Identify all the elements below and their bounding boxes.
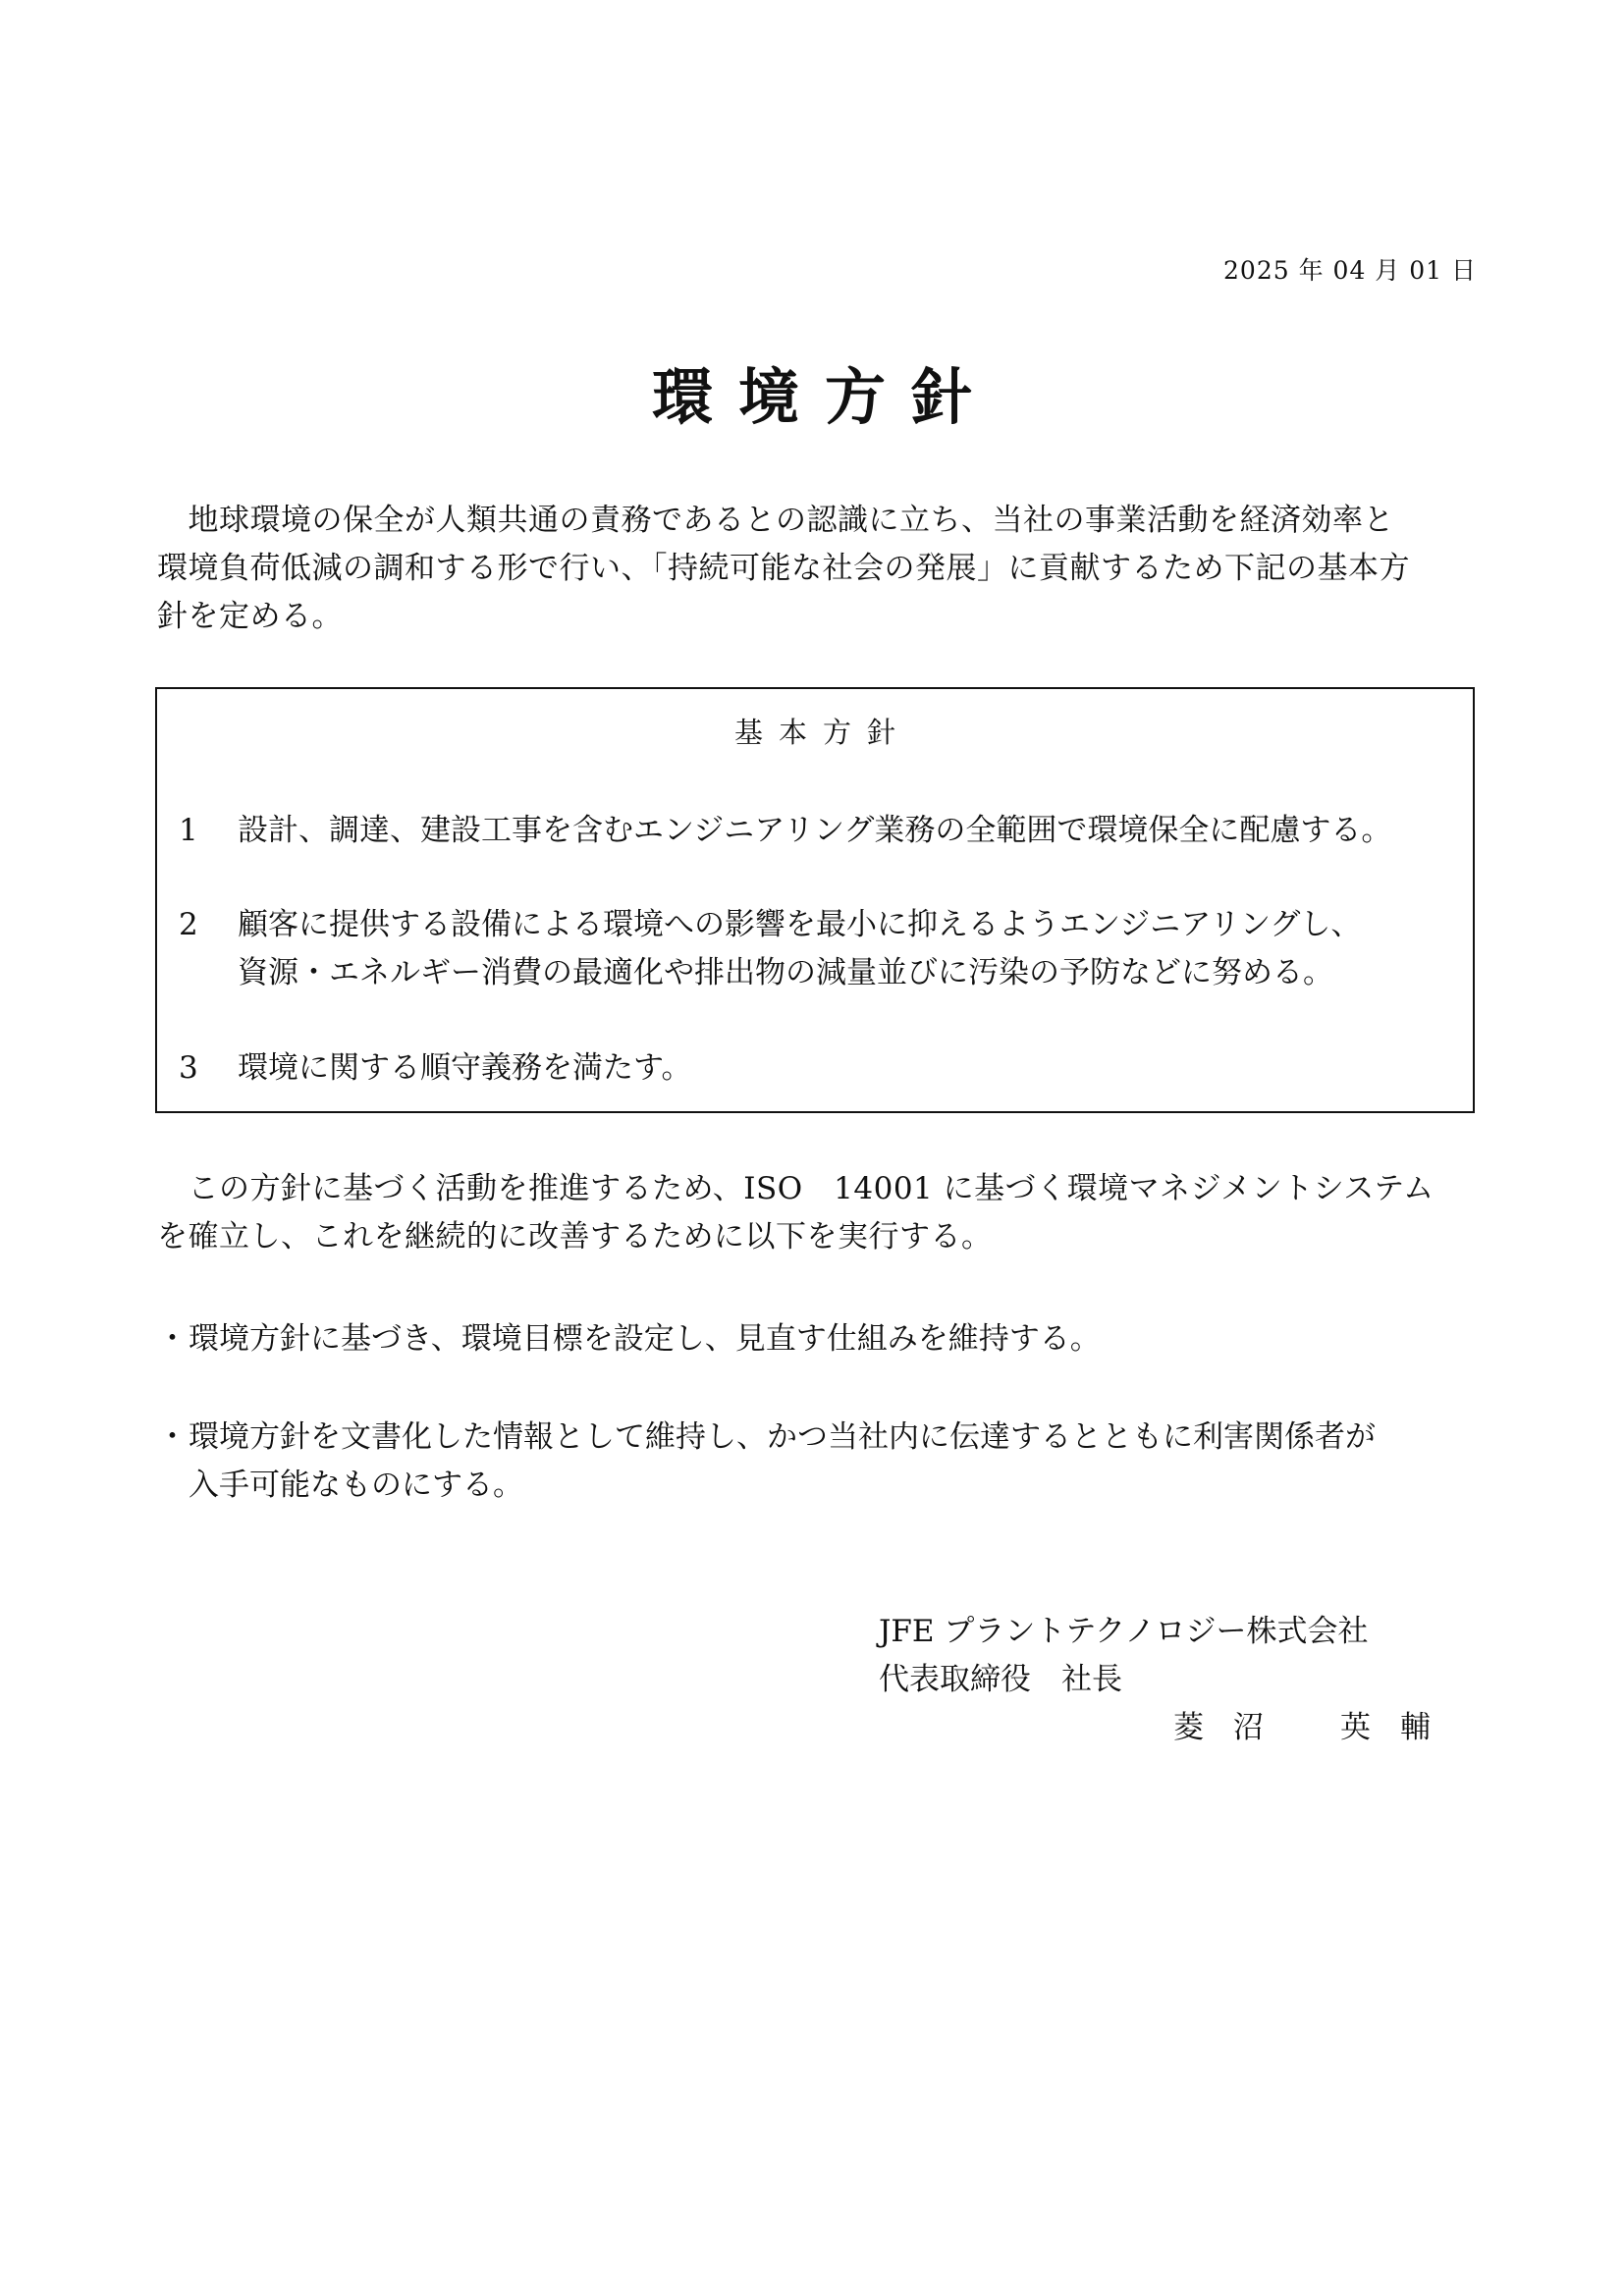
action-line: を確立し、これを継続的に改善するために以下を実行する。 xyxy=(157,1219,993,1255)
bullet-mark: ・ xyxy=(157,1419,188,1455)
signer-name-char: 沼 xyxy=(1233,1710,1264,1745)
bullet-line: 環境方針に基づき、環境目標を設定し、見直す仕組みを維持する。 xyxy=(189,1321,1101,1357)
policy-item-line: 顧客に提供する設備による環境への影響を最小に抑えるようエンジニアリングし、 xyxy=(238,907,1362,942)
basic-policy-title: 基本方針 xyxy=(733,716,911,749)
action-line: この方針に基づく活動を推進するため、ISO 14001 に基づく環境マネジメントシステム xyxy=(157,1171,1435,1206)
intro-line: 環境負荷低減の調和する形で行い、「持続可能な社会の発展」に貢献するため下記の基本方 xyxy=(157,551,1410,586)
document-date: 2025 年 04 月 01 日 xyxy=(1223,256,1477,285)
policy-item-text xyxy=(238,901,1465,997)
policy-item-text xyxy=(238,807,1465,855)
company-name: JFE プラントテクノロジー株式会社 xyxy=(879,1614,1369,1649)
signer-name-char: 菱 xyxy=(1173,1710,1204,1745)
document-title: 環境方針 xyxy=(651,361,998,433)
bullet-text xyxy=(189,1315,1473,1363)
policy-item-number: 2 xyxy=(179,907,198,942)
signature-block xyxy=(879,1608,1369,1704)
signer-name-char: 英 xyxy=(1340,1710,1371,1745)
intro-paragraph xyxy=(157,497,1473,641)
policy-item-line: 資源・エネルギー消費の最適化や排出物の減量並びに汚染の予防などに努める。 xyxy=(238,955,1333,990)
bullet-line: 入手可能なものにする。 xyxy=(189,1468,523,1503)
intro-line: 針を定める。 xyxy=(157,599,343,634)
policy-item-text xyxy=(238,1044,1465,1093)
signer-position: 代表取締役 社長 xyxy=(879,1662,1122,1697)
intro-line: 地球環境の保全が人類共通の責務であるとの認識に立ち、当社の事業活動を経済効率と xyxy=(157,503,1394,538)
policy-item-number: 3 xyxy=(179,1050,198,1086)
bullet-mark: ・ xyxy=(157,1321,188,1357)
policy-item-number: 1 xyxy=(179,813,198,848)
policy-item-line: 環境に関する順守義務を満たす。 xyxy=(238,1050,692,1086)
bullet-line: 環境方針を文書化した情報として維持し、かつ当社内に伝達するとともに利害関係者が xyxy=(189,1419,1376,1455)
basic-policy-box xyxy=(155,687,1475,1113)
bullet-text xyxy=(189,1414,1473,1510)
signer-name xyxy=(1173,1704,1431,1752)
policy-item-line: 設計、調達、建設工事を含むエンジニアリング業務の全範囲で環境保全に配慮する。 xyxy=(238,813,1392,848)
signer-name-char: 輔 xyxy=(1400,1710,1431,1745)
action-paragraph xyxy=(157,1165,1473,1261)
